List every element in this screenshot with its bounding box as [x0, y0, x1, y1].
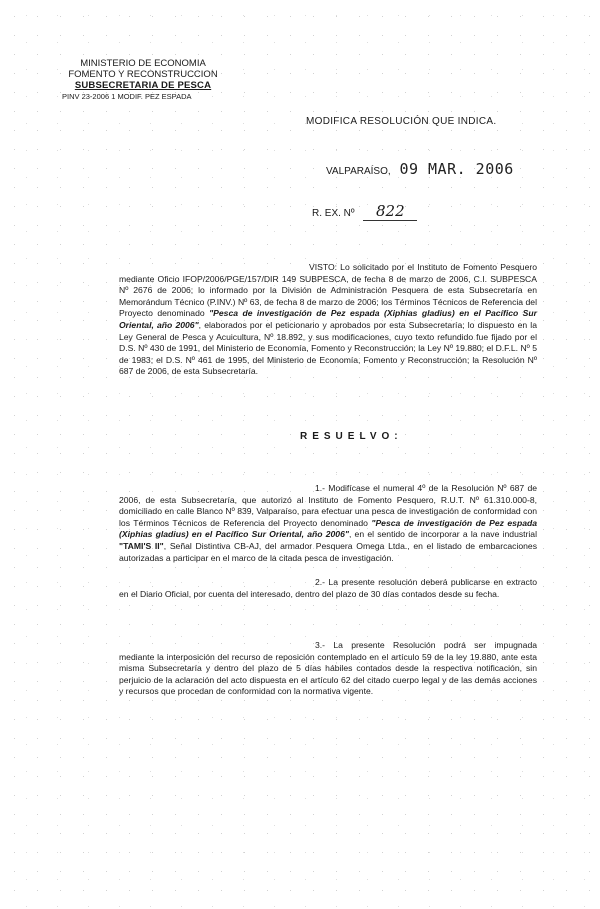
item-3-lead: 3.- La presente Resolución podrá ser — [315, 640, 487, 650]
ministry-line-2: FOMENTO Y RECONSTRUCCION — [68, 69, 218, 80]
ministry-line-1: MINISTERIO DE ECONOMIA — [80, 58, 206, 69]
visto-text-2: , elaborados por el peticionario y aprobados por esta Subsecretaría; lo dispuesto en la Ley General de Pesca y Acuicultura, Nº 18.892, y sus modificaciones, cuyo texto refundido fue fijado por el D.S. Nº 430 de 1991, del Ministerio de Economía, Fomento y Reconstrucción; la Ley Nº 19.880; el D.F.L. Nº 5 de 1983; el D.S. Nº 461 de 1995, del Ministerio de Economía, Fomento y Reconstrucción; la Resolución Nº 687 de 2006, de esta Subsecretaría. — [119, 319, 538, 377]
visto-paragraph — [119, 262, 537, 378]
subject-line: MODIFICA RESOLUCIÓN QUE INDICA. — [306, 116, 497, 127]
visto-text-1: Lo solicitado por el Instituto de Fomento Pesquero mediante Oficio IFOP/2006/PGE/157/DIR 149 SUBPESCA, de fecha 8 de marzo de 2006, C.I. SUBPESCA Nº 2676 de 2006; lo informado por la División de Administración Pesquera de esta Subsecretaría en Memorándum Técnico (P.INV.) Nº 63, de fecha 8 de marzo de 2006; los Términos Técnicos de Referencia del Proyecto denominado — [119, 262, 537, 319]
visto-project-name: "Pesca de investigación de Pez espada (Xiphias gladius) en el Pacífico Sur Oriental, año 2006" — [119, 308, 537, 330]
stamped-date: 09 MAR. 2006 — [399, 160, 514, 178]
item-1-paragraph — [119, 483, 537, 564]
item-1-vessel-name: "TAMI'S II" — [119, 540, 164, 551]
item-3-text: impugnada mediante la interposición del recurso de reposición contemplado en el artículo 59 de la ley 19.880, ante esta misma Subsecretaría y dentro del plazo de 5 días hábiles contados desde la respectiva notificación, sin perjuicio de la aclaración del acto dispuesta en el artículo 62 del citado cuerpo legal y de las demás acciones y recursos que procedan de conformidad con la normativa vigente. — [119, 640, 538, 697]
item-1-project-name: "Pesca de investigación de Pez espada (Xiphias gladius) en el Pacífico Sur Oriental, año 2006" — [119, 517, 537, 540]
visto-label: VISTO: — [309, 262, 338, 272]
item-1-text-2: , en el sentido de incorporar a la nave industrial — [348, 529, 537, 540]
subsecretaria-line: SUBSECRETARIA DE PESCA — [74, 80, 212, 91]
item-2-lead: 2.- La presente resolución deberá publicarse en — [315, 577, 504, 587]
place-date — [326, 160, 514, 178]
resolution-number — [312, 202, 417, 221]
handwritten-number: 822 — [363, 202, 417, 221]
item-1-text-1: 687 de 2006, de esta Subsecretaría, que autorizó al Instituto de Fomento Pesquero, R.U.T. Nº 61.310.000-8, domiciliado en calle Blanco Nº 839, Valparaíso, para efectuar una pesca de investigación de conformidad con los Términos Técnicos de Referencia del Proyecto denominado — [119, 483, 537, 528]
item-3-paragraph — [119, 640, 537, 698]
item-2-paragraph — [119, 577, 537, 600]
place-label: VALPARAÍSO, — [326, 166, 391, 177]
item-1-lead: 1.- Modifícase el numeral 4º de la Resolución Nº — [315, 483, 507, 493]
item-1-text-3: , Señal Distintiva CB-AJ, del armador Pesquera Omega Ltda., en el listado de embarcaciones autorizadas a participar en el marco de la citada pesca de investigación. — [119, 540, 537, 563]
item-2-text: extracto en el Diario Oficial, por cuenta del interesado, dentro del plazo de 30 días contados desde su fecha. — [119, 577, 537, 599]
resuelvo-heading: RESUELVO: — [300, 431, 403, 442]
letterhead — [58, 58, 228, 102]
reference-line: PINV 23-2006 1 MODIF. PEZ ESPADA — [62, 92, 192, 101]
resolution-label: R. EX. Nº — [312, 208, 355, 219]
